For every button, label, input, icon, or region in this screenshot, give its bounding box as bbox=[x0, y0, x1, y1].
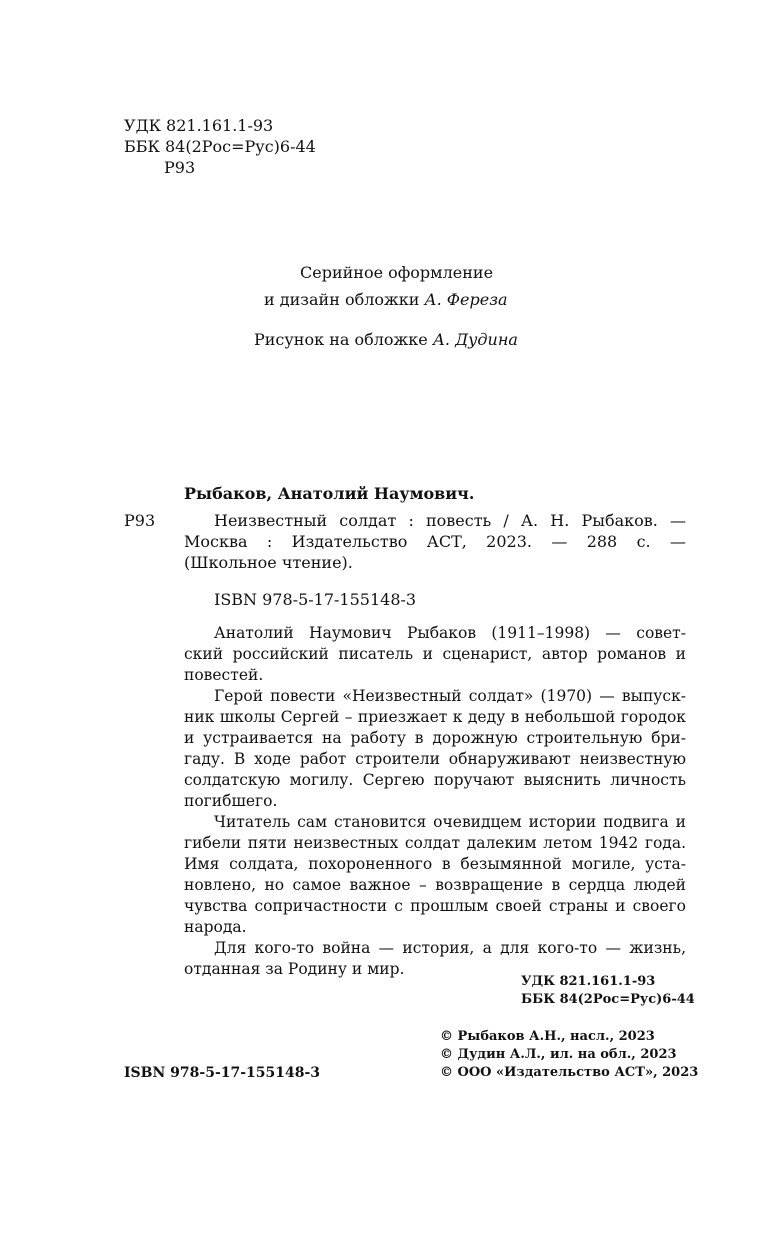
annotation-line-11: гибели пяти неизвестных солдат далеким летом 1942 года. bbox=[184, 834, 686, 852]
annotation-line-16: Для кого-то война — история, а для кого-то — жизнь, bbox=[214, 939, 686, 957]
bbk-code-top: ББК 84(2Рос=Рус)6-44 bbox=[124, 137, 316, 156]
catalog-desc-line-2: Москва : Издательство АСТ, 2023. — 288 с. — bbox=[184, 532, 686, 551]
annotation-line-4: Герой повести «Неизвестный солдат» (1970) — выпуск- bbox=[214, 687, 686, 705]
udk-code-bottom: УДК 821.161.1-93 bbox=[521, 974, 656, 989]
annotation-line-5: ник школы Сергей – приезжает к деду в небольшой городок bbox=[184, 708, 686, 726]
annotation-line-6: и устраивается на работу в дорожную строительную бри- bbox=[184, 729, 686, 747]
catalog-desc-line-3: (Школьное чтение). bbox=[184, 553, 353, 572]
annotation-line-14: чувства сопричастности с прошлым своей страны и своего bbox=[184, 897, 686, 915]
annotation-line-17: отданная за Родину и мир. bbox=[184, 960, 405, 978]
cover-artist-name: А. Дудина bbox=[432, 330, 518, 349]
copyright-line-1: © Рыбаков А.Н., насл., 2023 bbox=[440, 1029, 655, 1044]
annotation-line-13: новлено, но самое важное – возвращение в сердца людей bbox=[184, 876, 686, 894]
catalog-desc-line-1: Неизвестный солдат : повесть / А. Н. Рыбаков. — bbox=[214, 511, 686, 530]
annotation-line-10: Читатель сам становится очевидцем истории подвига и bbox=[214, 813, 686, 831]
annotation-line-15: народа. bbox=[184, 918, 247, 936]
series-design-line2 bbox=[264, 290, 508, 310]
author-heading: Рыбаков, Анатолий Наумович. bbox=[184, 484, 475, 503]
cover-drawing-prefix: Рисунок на обложке bbox=[254, 330, 433, 349]
annotation-line-9: погибшего. bbox=[184, 792, 278, 810]
udk-code-top: УДК 821.161.1-93 bbox=[124, 116, 274, 135]
bbk-code-bottom: ББК 84(2Рос=Рус)6-44 bbox=[521, 992, 695, 1007]
copyright-line-2: © Дудин А.Л., ил. на обл., 2023 bbox=[440, 1047, 677, 1062]
annotation-line-2: ский российский писатель и сценарист, автор романов и bbox=[184, 645, 686, 663]
series-design-line1: Серийное оформление bbox=[300, 263, 494, 282]
annotation-line-3: повестей. bbox=[184, 666, 264, 684]
copyright-line-3: © ООО «Издательство АСТ», 2023 bbox=[440, 1065, 699, 1080]
author-sign-top: Р93 bbox=[164, 158, 196, 177]
series-design-prefix: и дизайн обложки bbox=[264, 290, 425, 309]
catalog-sign: Р93 bbox=[124, 511, 156, 530]
catalog-isbn: ISBN 978-5-17-155148-3 bbox=[214, 590, 417, 609]
annotation-line-1: Анатолий Наумович Рыбаков (1911–1998) — совет- bbox=[214, 624, 686, 642]
isbn-bottom: ISBN 978-5-17-155148-3 bbox=[124, 1065, 321, 1081]
annotation-line-7: гаду. В ходе работ строители обнаруживают неизвестную bbox=[184, 750, 686, 768]
cover-drawing-credit bbox=[254, 330, 518, 350]
series-designer-name: А. Фереза bbox=[424, 290, 508, 309]
annotation-line-12: Имя солдата, похороненного в безымянной могиле, уста- bbox=[184, 855, 686, 873]
annotation-line-8: солдатскую могилу. Сергею поручают выяснить личность bbox=[184, 771, 686, 789]
